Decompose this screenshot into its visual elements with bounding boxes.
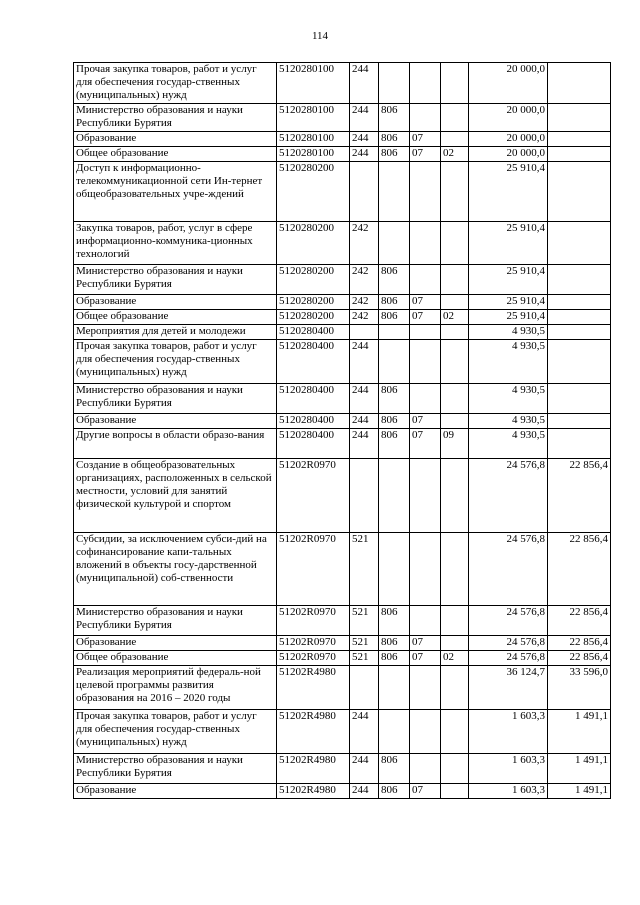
cell-grbs <box>379 533 410 606</box>
cell-v1: 1 603,3 <box>469 784 548 799</box>
cell-rz <box>410 710 441 754</box>
table-row <box>74 666 611 710</box>
cell-pr <box>441 63 469 104</box>
cell-rz <box>410 384 441 414</box>
cell-name: Министерство образования и науки Республики Бурятия <box>74 265 277 295</box>
table-row <box>74 533 611 606</box>
cell-v2 <box>548 265 611 295</box>
table-row <box>74 104 611 132</box>
cell-name: Министерство образования и науки Республики Бурятия <box>74 104 277 132</box>
cell-rz <box>410 265 441 295</box>
cell-v1: 24 576,8 <box>469 533 548 606</box>
cell-grbs <box>379 340 410 384</box>
cell-rz: 07 <box>410 147 441 162</box>
table-row <box>74 429 611 459</box>
cell-name: Создание в общеобразовательных организациях, расположенных в сельской местности, условий для занятий физической культурой и спортом <box>74 459 277 533</box>
table-row <box>74 459 611 533</box>
table-row <box>74 606 611 636</box>
cell-v2 <box>548 340 611 384</box>
cell-code: 51202R4980 <box>277 710 350 754</box>
cell-v2 <box>548 132 611 147</box>
cell-grbs: 806 <box>379 429 410 459</box>
cell-name: Образование <box>74 414 277 429</box>
cell-pr <box>441 459 469 533</box>
cell-grbs: 806 <box>379 104 410 132</box>
cell-v1: 24 576,8 <box>469 606 548 636</box>
cell-name: Министерство образования и науки Республики Бурятия <box>74 606 277 636</box>
cell-pr <box>441 666 469 710</box>
cell-name: Образование <box>74 132 277 147</box>
cell-vr <box>350 162 379 222</box>
table-row <box>74 310 611 325</box>
table-row <box>74 265 611 295</box>
cell-rz <box>410 754 441 784</box>
cell-pr <box>441 162 469 222</box>
cell-code: 51202R0970 <box>277 459 350 533</box>
cell-v2: 1 491,1 <box>548 784 611 799</box>
cell-rz <box>410 666 441 710</box>
table-row <box>74 754 611 784</box>
cell-pr <box>441 222 469 265</box>
cell-v1: 20 000,0 <box>469 63 548 104</box>
cell-vr: 244 <box>350 754 379 784</box>
table-row <box>74 414 611 429</box>
cell-grbs: 806 <box>379 636 410 651</box>
cell-v2 <box>548 429 611 459</box>
cell-name: Закупка товаров, работ, услуг в сфере информационно-коммуника-ционных технологий <box>74 222 277 265</box>
cell-name: Прочая закупка товаров, работ и услуг для обеспечения государ-ственных (муниципальных) нужд <box>74 340 277 384</box>
cell-rz <box>410 63 441 104</box>
cell-grbs: 806 <box>379 414 410 429</box>
cell-rz: 07 <box>410 132 441 147</box>
budget-table <box>73 62 611 799</box>
cell-vr: 521 <box>350 636 379 651</box>
cell-v1: 4 930,5 <box>469 429 548 459</box>
table-row <box>74 384 611 414</box>
cell-code: 5120280400 <box>277 384 350 414</box>
cell-vr: 242 <box>350 295 379 310</box>
cell-code: 5120280200 <box>277 310 350 325</box>
cell-vr: 244 <box>350 384 379 414</box>
cell-pr <box>441 533 469 606</box>
cell-v2: 22 856,4 <box>548 606 611 636</box>
cell-code: 5120280200 <box>277 162 350 222</box>
cell-pr <box>441 754 469 784</box>
cell-rz: 07 <box>410 636 441 651</box>
cell-v2 <box>548 325 611 340</box>
cell-name: Прочая закупка товаров, работ и услуг для обеспечения государ-ственных (муниципальных) нужд <box>74 710 277 754</box>
cell-vr <box>350 325 379 340</box>
cell-code: 5120280400 <box>277 429 350 459</box>
cell-rz <box>410 459 441 533</box>
cell-vr: 244 <box>350 63 379 104</box>
cell-rz <box>410 340 441 384</box>
cell-vr: 244 <box>350 429 379 459</box>
cell-code: 51202R0970 <box>277 533 350 606</box>
cell-name: Общее образование <box>74 147 277 162</box>
cell-pr <box>441 636 469 651</box>
cell-v2 <box>548 147 611 162</box>
cell-v1: 25 910,4 <box>469 295 548 310</box>
cell-grbs: 806 <box>379 147 410 162</box>
cell-rz: 07 <box>410 429 441 459</box>
table-row <box>74 340 611 384</box>
cell-pr <box>441 325 469 340</box>
cell-code: 5120280200 <box>277 222 350 265</box>
cell-v2 <box>548 104 611 132</box>
cell-rz <box>410 162 441 222</box>
cell-code: 51202R4980 <box>277 784 350 799</box>
cell-grbs <box>379 325 410 340</box>
cell-name: Доступ к информационно-телекоммуникационной сети Ин-тернет общеобразовательных учре-ждений <box>74 162 277 222</box>
cell-rz <box>410 222 441 265</box>
cell-pr: 02 <box>441 147 469 162</box>
cell-name: Образование <box>74 295 277 310</box>
cell-code: 51202R4980 <box>277 666 350 710</box>
cell-grbs: 806 <box>379 265 410 295</box>
cell-code: 5120280100 <box>277 147 350 162</box>
cell-name: Общее образование <box>74 651 277 666</box>
cell-name: Образование <box>74 784 277 799</box>
cell-v2 <box>548 162 611 222</box>
table-row <box>74 325 611 340</box>
cell-v2: 22 856,4 <box>548 533 611 606</box>
cell-grbs: 806 <box>379 384 410 414</box>
cell-vr: 521 <box>350 606 379 636</box>
cell-rz <box>410 606 441 636</box>
cell-code: 51202R0970 <box>277 606 350 636</box>
cell-v1: 25 910,4 <box>469 222 548 265</box>
cell-vr: 244 <box>350 414 379 429</box>
cell-vr <box>350 666 379 710</box>
cell-code: 5120280100 <box>277 63 350 104</box>
cell-pr <box>441 414 469 429</box>
cell-grbs <box>379 222 410 265</box>
cell-rz: 07 <box>410 295 441 310</box>
cell-name: Мероприятия для детей и молодежи <box>74 325 277 340</box>
cell-pr <box>441 265 469 295</box>
cell-pr <box>441 132 469 147</box>
cell-vr <box>350 459 379 533</box>
table-row <box>74 132 611 147</box>
page-number: 114 <box>311 30 329 42</box>
cell-v2 <box>548 295 611 310</box>
cell-grbs <box>379 162 410 222</box>
cell-name: Другие вопросы в области образо-вания <box>74 429 277 459</box>
cell-pr <box>441 606 469 636</box>
table-row <box>74 784 611 799</box>
cell-code: 5120280400 <box>277 340 350 384</box>
cell-rz <box>410 325 441 340</box>
cell-code: 5120280100 <box>277 132 350 147</box>
table-row <box>74 222 611 265</box>
table-row <box>74 636 611 651</box>
cell-name: Образование <box>74 636 277 651</box>
cell-vr: 521 <box>350 533 379 606</box>
cell-rz <box>410 104 441 132</box>
cell-name: Субсидии, за исключением субси-дий на софинансирование капи-тальных вложений в объекты госу-дарственной (муниципальной) соб-ственности <box>74 533 277 606</box>
cell-v1: 24 576,8 <box>469 651 548 666</box>
cell-v1: 24 576,8 <box>469 459 548 533</box>
cell-v1: 4 930,5 <box>469 340 548 384</box>
cell-pr <box>441 104 469 132</box>
cell-v1: 20 000,0 <box>469 147 548 162</box>
cell-v1: 4 930,5 <box>469 384 548 414</box>
cell-pr <box>441 295 469 310</box>
cell-rz: 07 <box>410 651 441 666</box>
cell-rz: 07 <box>410 784 441 799</box>
cell-vr: 244 <box>350 104 379 132</box>
cell-vr: 244 <box>350 132 379 147</box>
cell-vr: 244 <box>350 710 379 754</box>
cell-code: 51202R4980 <box>277 754 350 784</box>
cell-pr <box>441 710 469 754</box>
cell-v2: 22 856,4 <box>548 459 611 533</box>
cell-grbs <box>379 63 410 104</box>
cell-grbs: 806 <box>379 651 410 666</box>
cell-v2: 22 856,4 <box>548 651 611 666</box>
cell-v1: 4 930,5 <box>469 414 548 429</box>
cell-vr: 244 <box>350 340 379 384</box>
cell-code: 5120280200 <box>277 295 350 310</box>
cell-name: Министерство образования и науки Республики Бурятия <box>74 384 277 414</box>
cell-v1: 25 910,4 <box>469 310 548 325</box>
cell-grbs <box>379 666 410 710</box>
cell-v2: 1 491,1 <box>548 710 611 754</box>
cell-v2: 22 856,4 <box>548 636 611 651</box>
cell-code: 5120280400 <box>277 325 350 340</box>
cell-v1: 1 603,3 <box>469 710 548 754</box>
cell-grbs <box>379 459 410 533</box>
cell-v2: 1 491,1 <box>548 754 611 784</box>
cell-rz <box>410 533 441 606</box>
cell-pr <box>441 384 469 414</box>
cell-v2 <box>548 63 611 104</box>
cell-code: 5120280100 <box>277 104 350 132</box>
table-row <box>74 710 611 754</box>
cell-pr: 02 <box>441 310 469 325</box>
cell-v2 <box>548 310 611 325</box>
cell-rz: 07 <box>410 310 441 325</box>
cell-vr: 521 <box>350 651 379 666</box>
cell-v1: 25 910,4 <box>469 162 548 222</box>
table-row <box>74 295 611 310</box>
cell-vr: 244 <box>350 147 379 162</box>
cell-grbs: 806 <box>379 132 410 147</box>
cell-grbs: 806 <box>379 295 410 310</box>
cell-pr <box>441 340 469 384</box>
cell-vr: 242 <box>350 265 379 295</box>
cell-v1: 20 000,0 <box>469 104 548 132</box>
cell-v2: 33 596,0 <box>548 666 611 710</box>
table-row <box>74 63 611 104</box>
cell-grbs <box>379 710 410 754</box>
cell-code: 51202R0970 <box>277 636 350 651</box>
cell-code: 51202R0970 <box>277 651 350 666</box>
cell-grbs: 806 <box>379 784 410 799</box>
cell-name: Общее образование <box>74 310 277 325</box>
cell-v1: 1 603,3 <box>469 754 548 784</box>
cell-v2 <box>548 222 611 265</box>
cell-rz: 07 <box>410 414 441 429</box>
table-row <box>74 147 611 162</box>
cell-v2 <box>548 384 611 414</box>
cell-vr: 242 <box>350 222 379 265</box>
cell-vr: 244 <box>350 784 379 799</box>
table-body <box>74 63 611 799</box>
cell-grbs: 806 <box>379 754 410 784</box>
table-row <box>74 162 611 222</box>
cell-v1: 4 930,5 <box>469 325 548 340</box>
cell-code: 5120280200 <box>277 265 350 295</box>
cell-v1: 36 124,7 <box>469 666 548 710</box>
cell-vr: 242 <box>350 310 379 325</box>
cell-pr <box>441 784 469 799</box>
cell-v1: 25 910,4 <box>469 265 548 295</box>
cell-pr: 09 <box>441 429 469 459</box>
cell-grbs: 806 <box>379 310 410 325</box>
cell-name: Прочая закупка товаров, работ и услуг для обеспечения государ-ственных (муниципальных) нужд <box>74 63 277 104</box>
cell-name: Реализация мероприятий федераль-ной целевой программы развития образования на 2016 – 2020 годы <box>74 666 277 710</box>
cell-name: Министерство образования и науки Республики Бурятия <box>74 754 277 784</box>
table-row <box>74 651 611 666</box>
cell-grbs: 806 <box>379 606 410 636</box>
cell-code: 5120280400 <box>277 414 350 429</box>
cell-v1: 20 000,0 <box>469 132 548 147</box>
cell-v1: 24 576,8 <box>469 636 548 651</box>
cell-v2 <box>548 414 611 429</box>
cell-pr: 02 <box>441 651 469 666</box>
